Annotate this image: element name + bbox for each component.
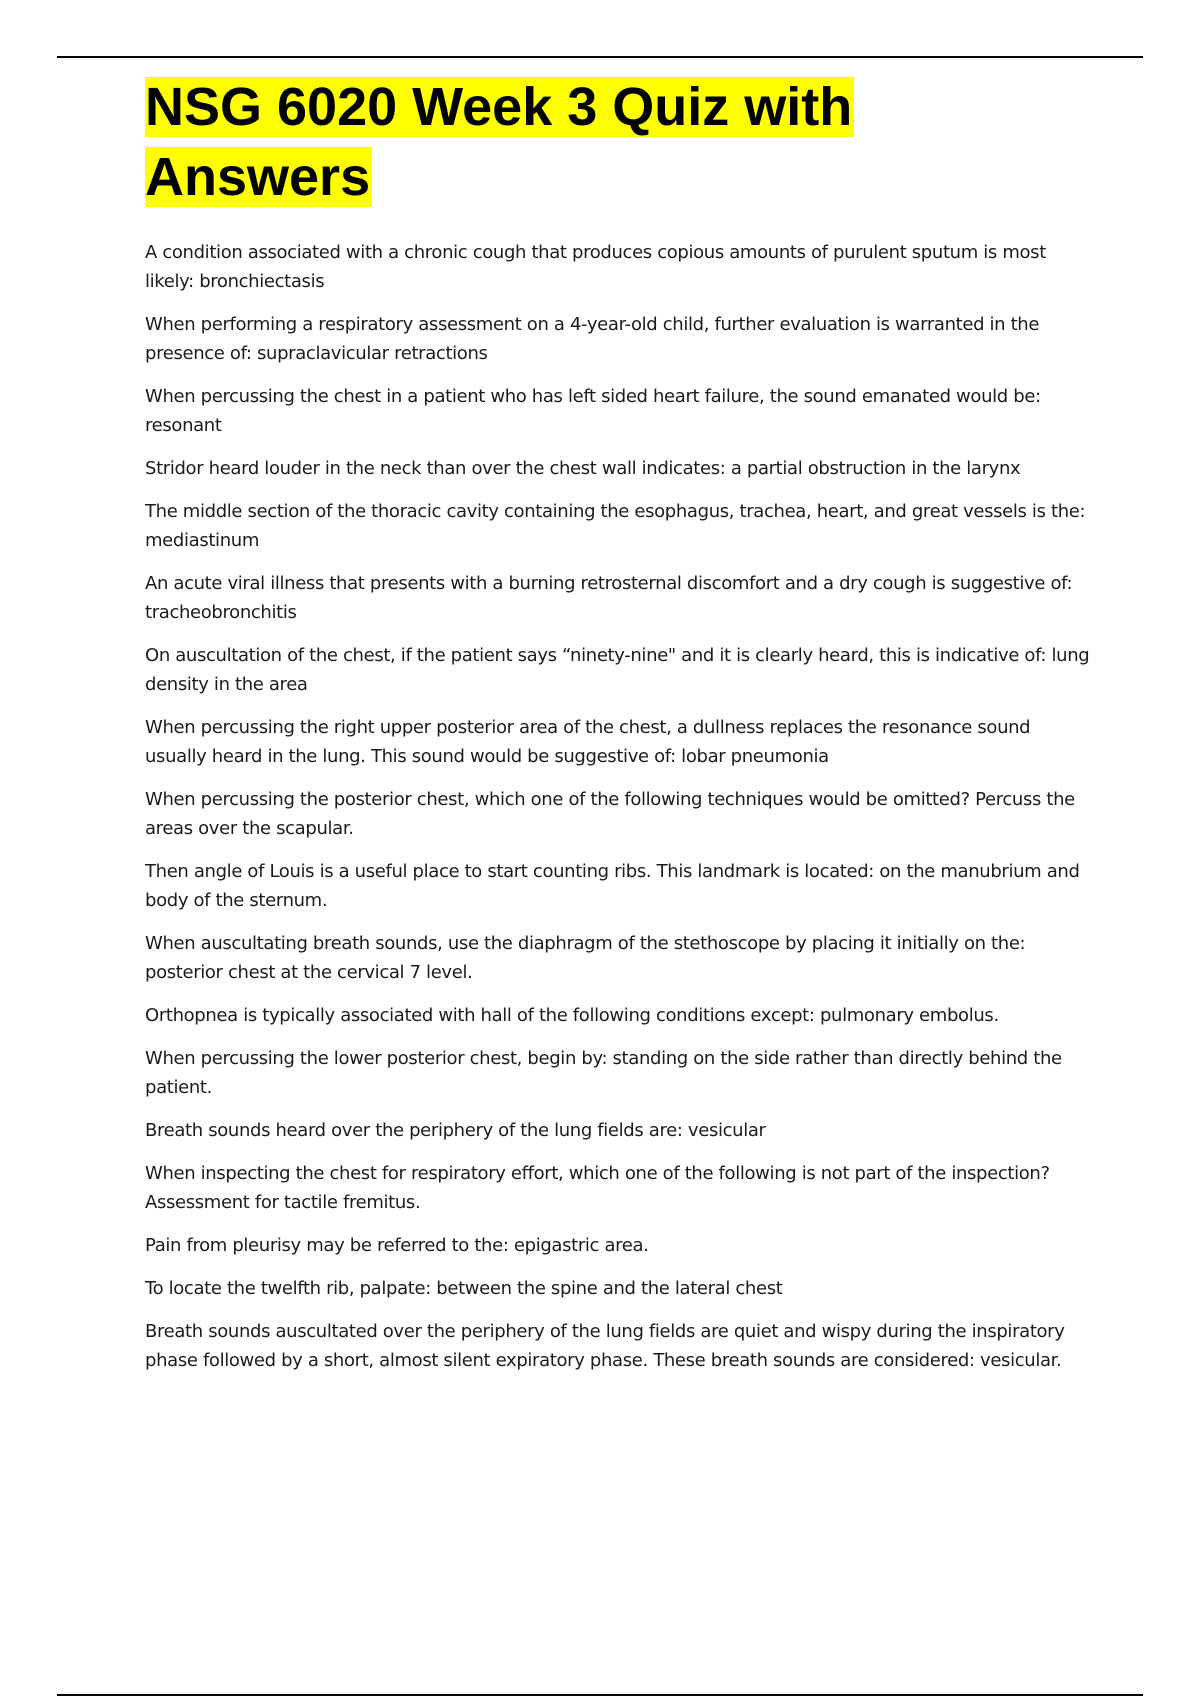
title-line-1: NSG 6020 Week 3 Quiz with <box>145 77 853 137</box>
top-rule <box>57 56 1143 58</box>
qa-item-15: When inspecting the chest for respiratory effort, which one of the following is not part of the inspection? Assessment for tactile fremitus. <box>145 1163 1050 1213</box>
qa-item-6: An acute viral illness that presents with a burning retrosternal discomfort and a dry cough is suggestive of: tracheobronchitis <box>145 573 1073 623</box>
qa-list <box>145 238 1090 1375</box>
qa-item-17: To locate the twelfth rib, palpate: between the spine and the lateral chest <box>145 1278 783 1299</box>
title-line-2: Answers <box>145 147 371 207</box>
bottom-rule <box>57 1694 1143 1696</box>
qa-item-13: When percussing the lower posterior chest, begin by: standing on the side rather than directly behind the patient. <box>145 1048 1062 1098</box>
qa-item-4: Stridor heard louder in the neck than over the chest wall indicates: a partial obstruction in the larynx <box>145 458 1021 479</box>
qa-item-9: When percussing the posterior chest, which one of the following techniques would be omitted? Percuss the areas over the scapular. <box>145 789 1075 839</box>
qa-item-11: When auscultating breath sounds, use the diaphragm of the stethoscope by placing it initially on the: posterior chest at the cervical 7 level. <box>145 933 1026 983</box>
qa-item-1: A condition associated with a chronic cough that produces copious amounts of purulent sputum is most likely: bronchiectasis <box>145 242 1046 292</box>
document-page <box>145 72 1090 1389</box>
qa-item-16: Pain from pleurisy may be referred to the: epigastric area. <box>145 1235 649 1256</box>
qa-item-10: Then angle of Louis is a useful place to start counting ribs. This landmark is located: on the manubrium and body of the sternum. <box>145 861 1080 911</box>
qa-item-18: Breath sounds auscultated over the periphery of the lung fields are quiet and wispy during the inspiratory phase followed by a short, almost silent expiratory phase. These breath sounds are considered: vesicular. <box>145 1321 1065 1371</box>
document-title <box>145 72 1090 212</box>
qa-item-7: On auscultation of the chest, if the patient says “ninety-nine" and it is clearly heard, this is indicative of: lung density in the area <box>145 645 1090 695</box>
qa-item-5: The middle section of the thoracic cavity containing the esophagus, trachea, heart, and great vessels is the: mediastinum <box>145 501 1086 551</box>
qa-item-2: When performing a respiratory assessment on a 4-year-old child, further evaluation is warranted in the presence of: supraclavicular retractions <box>145 314 1040 364</box>
qa-item-8: When percussing the right upper posterior area of the chest, a dullness replaces the resonance sound usually heard in the lung. This sound would be suggestive of: lobar pneumonia <box>145 717 1031 767</box>
qa-item-14: Breath sounds heard over the periphery of the lung fields are: vesicular <box>145 1120 766 1141</box>
qa-item-3: When percussing the chest in a patient who has left sided heart failure, the sound emanated would be: resonant <box>145 386 1041 436</box>
qa-item-12: Orthopnea is typically associated with hall of the following conditions except: pulmonary embolus. <box>145 1005 999 1026</box>
